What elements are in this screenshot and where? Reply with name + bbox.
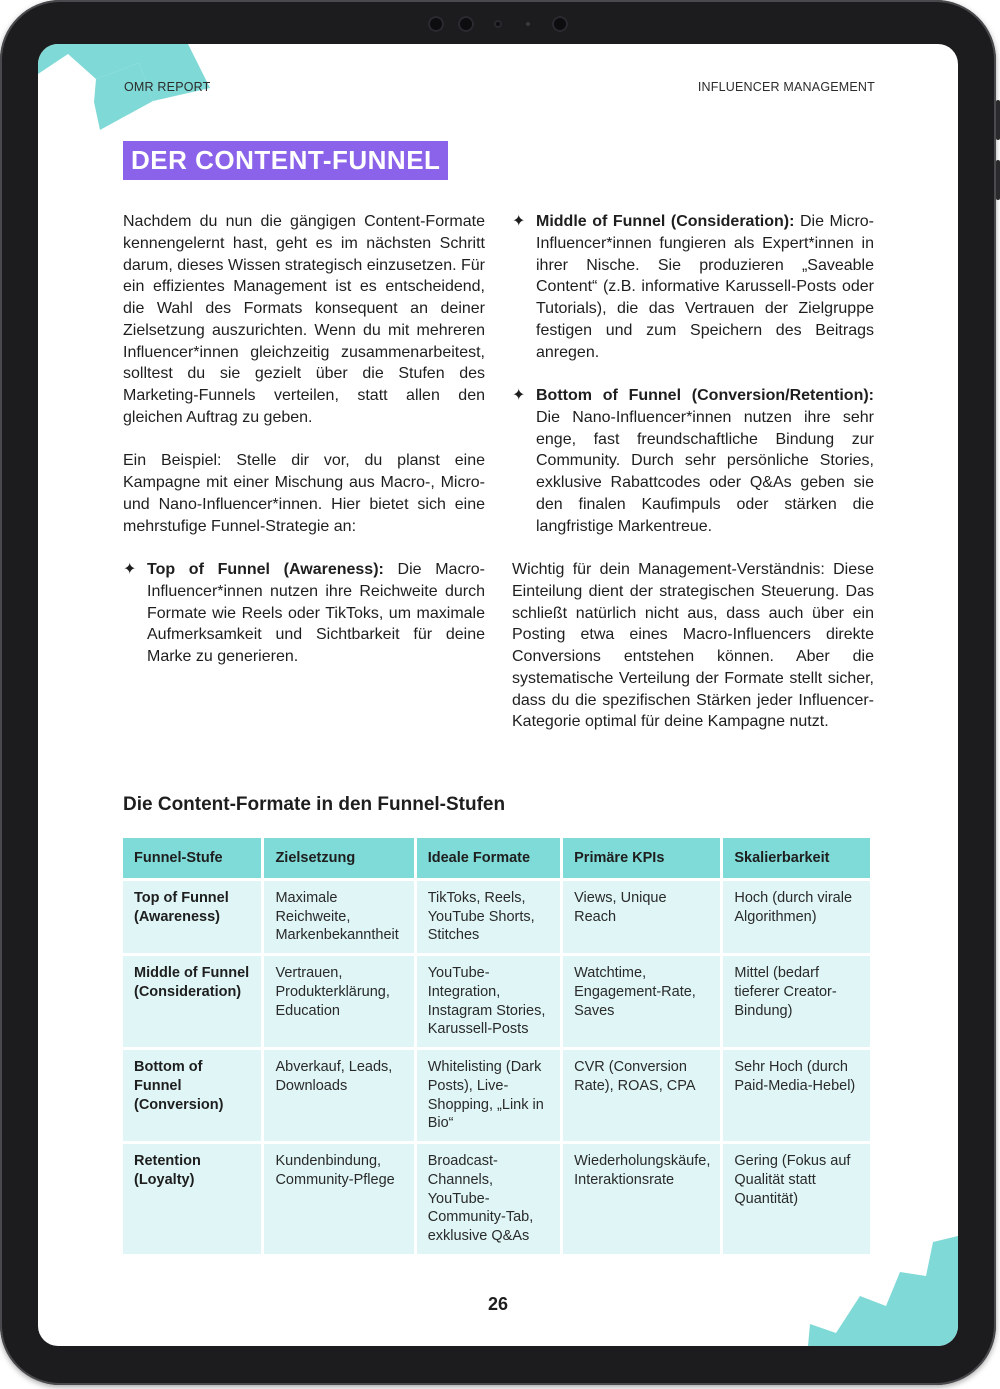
table-cell: Watchtime, Engagement-Rate, Saves [563,956,720,1047]
right-column [512,211,874,733]
header-section-label: INFLUENCER MANAGEMENT [697,80,875,94]
column-header: Funnel-Stufe [123,838,261,878]
bullet-text: Die Macro-Influencer*innen nutzen ihre Reichweite durch Formate wie Reels oder TikToks, um maximale Aufmerksamkeit und Sichtbarkeit für deine Marke zu generieren. [147,561,485,665]
table-cell-stage: Bottom of Funnel (Conversion) [123,1050,261,1141]
column-header: Ideale Formate [417,838,560,878]
sensor-icon [526,22,530,26]
column-header: Primäre KPIs [563,838,720,878]
table-row [123,1144,870,1254]
table-cell: Whitelisting (Dark Posts), Live-Shopping, „Link in Bio“ [417,1050,560,1141]
page-number: 26 [487,1294,509,1314]
table-cell-stage: Retention (Loyalty) [123,1144,261,1254]
header-report-label: OMR REPORT [124,80,211,94]
table-cell: Broadcast-Channels, YouTube-Community-Tab, exklusive Q&As [417,1144,560,1254]
volume-button [996,100,1000,140]
bullet-text: Die Nano-Influencer*innen nutzen ihre sehr enge, fast freundschaftliche Bindung zur Community. Durch sehr persönliche Stories, exklusive Rabattcodes oder Q&As geben sie den finalen Kaufimpuls oder stärken die langfristige Markentreue. [536,408,874,535]
bullet-text: Die Micro-Influencer*innen fungieren als Expert*innen in ihrer Nische. Sie produzieren „Saveable Content“ (z.B. informative Karussell-Posts oder Tutorials), die das Vertrauen der Zielgruppe festigen und zum Speichern des Beitrags anregen. [536,213,874,361]
table-cell: Vertrauen, Produkterklärung, Education [264,956,413,1047]
table-cell: Wiederholungskäufe, Interaktionsrate [563,1144,720,1254]
bullet-bottom-of-funnel [512,385,874,537]
page [38,44,958,1346]
star-bullet-icon: ✦ [512,387,526,404]
bullet-label: Bottom of Funnel (Conversion/Retention): [536,387,874,404]
table-cell: Hoch (durch virale Algorithmen) [723,881,870,953]
table-row [123,1050,870,1141]
bullet-label: Middle of Funnel (Consideration): [536,213,795,230]
table-cell: YouTube-Integration, Instagram Stories, Karussell-Posts [417,956,560,1047]
camera-bar [420,12,580,36]
table-cell-stage: Middle of Funnel (Consideration) [123,956,261,1047]
sensor-icon [494,20,502,28]
star-bullet-icon: ✦ [123,561,137,578]
table-cell: Views, Unique Reach [563,881,720,953]
bullet-label: Top of Funnel (Awareness): [147,561,384,578]
table-row [123,956,870,1047]
table-cell: CVR (Conversion Rate), ROAS, CPA [563,1050,720,1141]
left-column [123,211,485,668]
star-bullet-icon: ✦ [512,213,526,230]
intro-paragraph: Nachdem du nun die gängigen Content-Formate kennengelernt hast, geht es im nächsten Schritt darum, dieses Wissen strategisch einzusetzen. Für ein effizientes Management ist es entscheidend, die Wahl des Formats konsequent an deiner Zielsetzung auszurichten. Wenn du mit mehreren Influencer*innen gleichzeitig zusammenarbeitest, solltest du sie gezielt über die Stufen des Marketing-Funnels verteilen, statt allen den gleichen Auftrag zu geben. [123,213,485,426]
camera-icon [458,16,474,32]
table-cell: Mittel (bedarf tieferer Creator-Bindung) [723,956,870,1047]
management-paragraph: Wichtig für dein Management-Verständnis: Diese Einteilung dient der strategischen Steuerung. Das schließt natürlich nicht aus, dass auch über ein Posting etwa eines Macro-Influencers direkte Conversions entstehen können. Aber die systematische Verteilung der Formate stellt sicher, dass du die spezifischen Stärken jeder Influencer-Kategorie optimal für deine Kampagne nutzt. [512,561,874,731]
column-header: Zielsetzung [264,838,413,878]
table-header-row [123,838,870,878]
table-title: Die Content-Formate in den Funnel-Stufen [123,794,506,815]
table-cell: TikToks, Reels, YouTube Shorts, Stitches [417,881,560,953]
table-cell-stage: Top of Funnel (Awareness) [123,881,261,953]
column-header: Skalierbarkeit [723,838,870,878]
bullet-top-of-funnel [123,559,485,668]
table-cell: Abverkauf, Leads, Downloads [264,1050,413,1141]
page-title: DER CONTENT-FUNNEL [123,141,448,180]
table-row [123,881,870,953]
example-paragraph: Ein Beispiel: Stelle dir vor, du planst eine Kampagne mit einer Mischung aus Macro-, Micro- und Nano-Influencer*innen. Hier bietet sich eine mehrstufige Funnel-Strategie an: [123,452,485,535]
volume-button [996,160,1000,200]
camera-icon [552,16,568,32]
camera-icon [428,16,444,32]
bullet-middle-of-funnel [512,211,874,363]
funnel-table [120,835,873,1257]
table-cell: Kundenbindung, Community-Pflege [264,1144,413,1254]
table-cell: Maximale Reichweite, Markenbekanntheit [264,881,413,953]
table-cell: Sehr Hoch (durch Paid-Media-Hebel) [723,1050,870,1141]
table-cell: Gering (Fokus auf Qualität statt Quantität) [723,1144,870,1254]
